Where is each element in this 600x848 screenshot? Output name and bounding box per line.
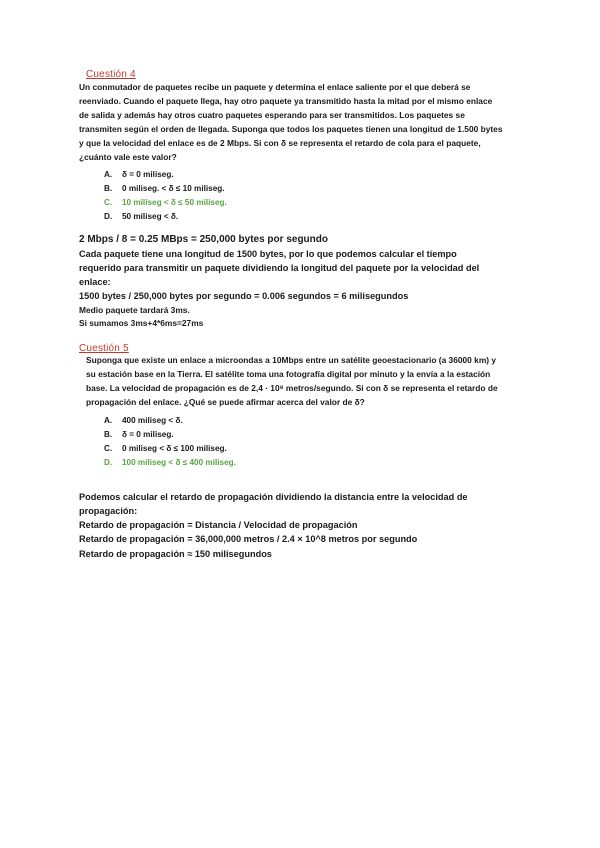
option-b[interactable] <box>104 428 236 442</box>
answer-line: Retardo de propagación ≈ 150 milisegundos <box>79 549 272 559</box>
statement-line: transmiten según el orden de llegada. Suponga que todos los paquetes tienen una longitud de 1.500 bytes <box>79 124 503 134</box>
option-letter: D. <box>104 458 113 467</box>
option-d-correct[interactable] <box>104 456 236 470</box>
answer-line: Medio paquete tardará 3ms. <box>79 305 190 315</box>
answer-line: Si sumamos 3ms+4*6ms=27ms <box>79 318 204 328</box>
option-text: 400 miliseg < δ. <box>122 416 183 425</box>
answer-line: enlace: <box>79 277 111 287</box>
option-c[interactable] <box>104 442 236 456</box>
statement-line: propagación del enlace. ¿Qué se puede afirmar acerca del valor de δ? <box>86 397 365 407</box>
statement-line: Un conmutador de paquetes recibe un paquete y determina el enlace saliente por el que deberá se <box>79 82 471 92</box>
answer-line: Retardo de propagación = 36,000,000 metros / 2.4 × 10^8 metros por segundo <box>79 534 418 544</box>
option-letter: C. <box>104 444 113 453</box>
answer-line: propagación: <box>79 506 138 516</box>
statement-line: Suponga que existe un enlace a microondas a 10Mbps entre un satélite geoestacionario (a 36000 km) y <box>86 355 497 365</box>
option-b[interactable] <box>104 182 227 196</box>
question-5-statement <box>86 353 514 409</box>
option-text: 10 miliseg < δ ≤ 50 miliseg. <box>122 198 227 207</box>
statement-line: reenviado. Cuando el paquete llega, hay otro paquete ya transmitido hasta la mitad por el mismo enlace <box>79 96 493 106</box>
option-text: 0 miliseg < δ ≤ 100 miliseg. <box>122 444 227 453</box>
statement-line: base. La velocidad de propagación es de 2,4 · 10⁸ metros/segundo. Si con δ se representa el retardo de <box>86 383 498 393</box>
statement-line: su estación base en la Tierra. El satélite toma una fotografía digital por minuto y la envía a la estación <box>86 369 491 379</box>
option-letter: A. <box>104 416 113 425</box>
option-text: δ = 0 miliseg. <box>122 170 174 179</box>
option-text: 50 miliseg < δ. <box>122 212 179 221</box>
question-4-title: Cuestión 4 <box>86 69 136 80</box>
option-letter: B. <box>104 430 113 439</box>
option-letter: B. <box>104 184 113 193</box>
option-letter: A. <box>104 170 113 179</box>
answer-line: Cada paquete tiene una longitud de 1500 bytes, por lo que podemos calcular el tiempo <box>79 249 457 259</box>
option-letter: C. <box>104 198 113 207</box>
option-text: δ = 0 miliseg. <box>122 430 174 439</box>
answer-line: Podemos calcular el retardo de propagación dividiendo la distancia entre la velocidad de <box>79 492 468 502</box>
option-text: 0 miliseg. < δ ≤ 10 miliseg. <box>122 184 225 193</box>
option-c-correct[interactable] <box>104 196 227 210</box>
statement-line: de salida y además hay otros cuatro paquetes esperando para ser transmitidos. Los paquetes se <box>79 110 465 120</box>
option-text: 100 miliseg < δ ≤ 400 miliseg. <box>122 458 236 467</box>
question-4-statement <box>79 80 514 164</box>
answer-line: 2 Mbps / 8 = 0.25 MBps = 250,000 bytes por segundo <box>79 234 328 245</box>
option-d[interactable] <box>104 210 227 224</box>
answer-line: Retardo de propagación = Distancia / Velocidad de propagación <box>79 520 358 530</box>
question-5-title: Cuestión 5 <box>79 343 129 354</box>
question-4-options <box>104 168 227 224</box>
answer-line: 1500 bytes / 250,000 bytes por segundo = 0.006 segundos = 6 milisegundos <box>79 291 409 301</box>
option-a[interactable] <box>104 168 227 182</box>
option-letter: D. <box>104 212 113 221</box>
option-a[interactable] <box>104 414 236 428</box>
answer-line: requerido para transmitir un paquete dividiendo la longitud del paquete por la velocidad del <box>79 263 480 273</box>
question-5-options <box>104 414 236 470</box>
statement-line: ¿cuánto vale este valor? <box>79 152 177 162</box>
statement-line: y que la velocidad del enlace es de 2 Mbps. Si con δ se representa el retardo de cola para el paquete, <box>79 138 481 148</box>
